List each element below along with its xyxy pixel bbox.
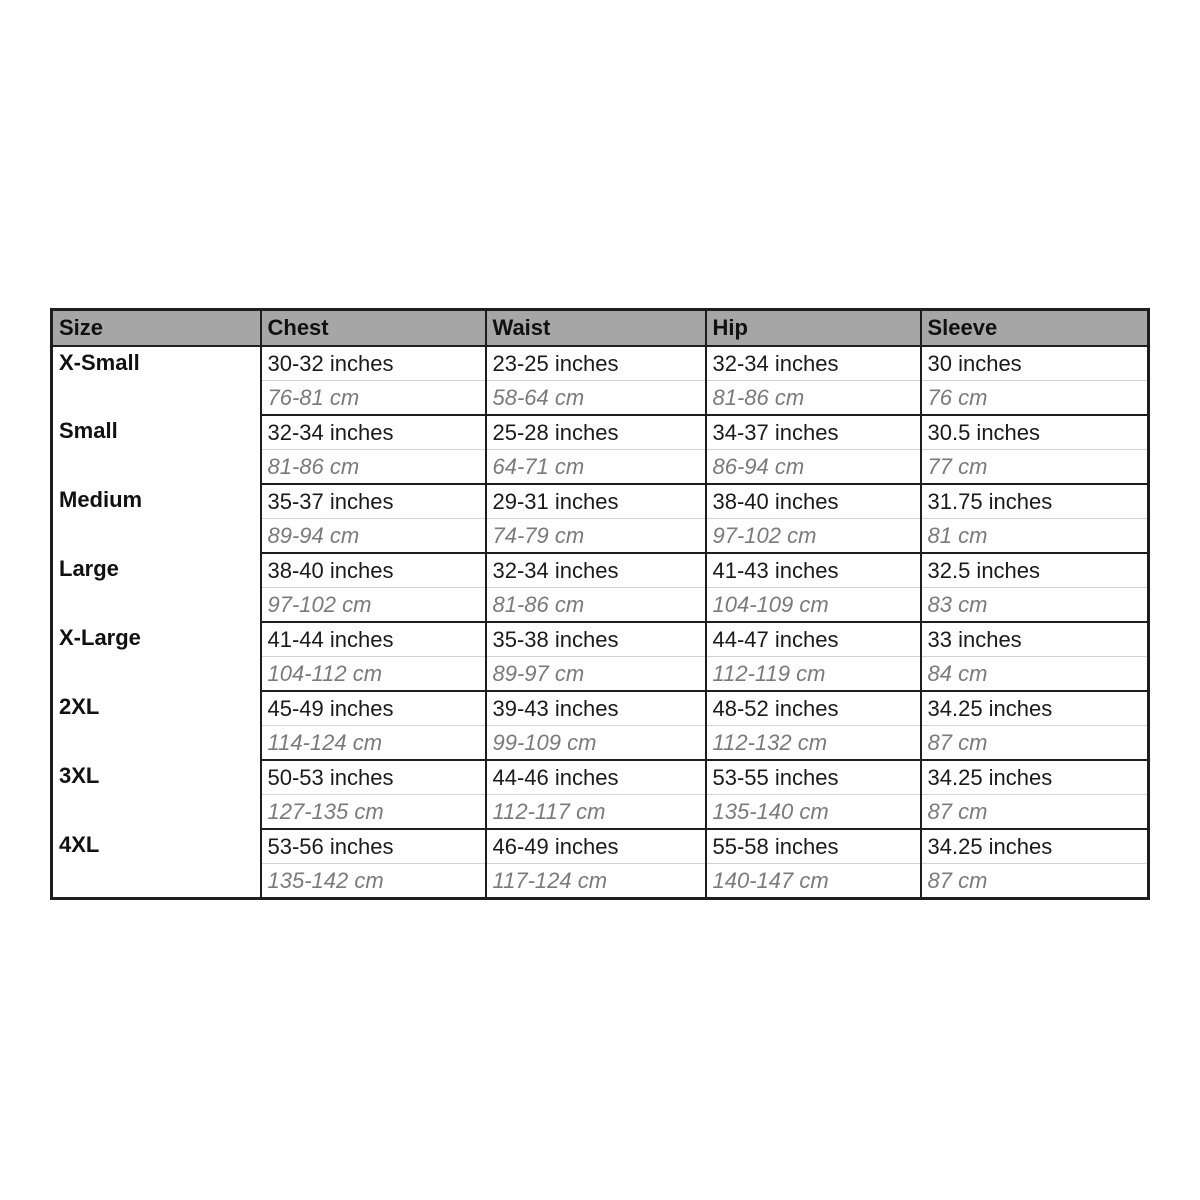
- hip-inches-cell: 44-47 inches: [706, 622, 921, 657]
- sleeve-inches-cell: 32.5 inches: [921, 553, 1149, 588]
- waist-cm-cell: 89-97 cm: [486, 657, 706, 692]
- sleeve-inches-cell: 34.25 inches: [921, 829, 1149, 864]
- hip-inches-cell: 48-52 inches: [706, 691, 921, 726]
- sleeve-inches-cell: 34.25 inches: [921, 760, 1149, 795]
- size-label: 4XL: [52, 829, 261, 899]
- header-sleeve: Sleeve: [921, 310, 1149, 347]
- size-label: X-Small: [52, 346, 261, 415]
- hip-inches-cell: 55-58 inches: [706, 829, 921, 864]
- table-row-inches: [52, 346, 1149, 381]
- sleeve-cm-cell: 81 cm: [921, 519, 1149, 554]
- table-row-inches: [52, 415, 1149, 450]
- size-label: 3XL: [52, 760, 261, 829]
- table-body: [52, 346, 1149, 899]
- size-label: 2XL: [52, 691, 261, 760]
- waist-cm-cell: 81-86 cm: [486, 588, 706, 623]
- waist-inches-cell: 39-43 inches: [486, 691, 706, 726]
- waist-inches-cell: 46-49 inches: [486, 829, 706, 864]
- table-row-inches: [52, 829, 1149, 864]
- table-row-inches: [52, 691, 1149, 726]
- sleeve-cm-cell: 87 cm: [921, 726, 1149, 761]
- waist-inches-cell: 23-25 inches: [486, 346, 706, 381]
- size-label: Large: [52, 553, 261, 622]
- hip-inches-cell: 34-37 inches: [706, 415, 921, 450]
- size-label: Small: [52, 415, 261, 484]
- chest-inches-cell: 30-32 inches: [261, 346, 486, 381]
- chest-cm-cell: 81-86 cm: [261, 450, 486, 485]
- size-chart-table: [50, 308, 1150, 900]
- table-row-inches: [52, 484, 1149, 519]
- waist-cm-cell: 112-117 cm: [486, 795, 706, 830]
- hip-cm-cell: 81-86 cm: [706, 381, 921, 416]
- sleeve-inches-cell: 30.5 inches: [921, 415, 1149, 450]
- chest-inches-cell: 38-40 inches: [261, 553, 486, 588]
- header-row: [52, 310, 1149, 347]
- table-row-inches: [52, 553, 1149, 588]
- waist-cm-cell: 117-124 cm: [486, 864, 706, 899]
- sleeve-cm-cell: 87 cm: [927, 867, 988, 893]
- chest-cm-cell: 114-124 cm: [261, 726, 486, 761]
- sleeve-cm-cell: 87 cm: [921, 795, 1149, 830]
- chest-inches-cell: 50-53 inches: [261, 760, 486, 795]
- sleeve-inches-cell: 34.25 inches: [921, 691, 1149, 726]
- hip-cm-cell: 112-132 cm: [706, 726, 921, 761]
- chest-cm-cell: 76-81 cm: [261, 381, 486, 416]
- waist-cm-cell: 99-109 cm: [486, 726, 706, 761]
- sleeve-inches-cell: 31.75 inches: [921, 484, 1149, 519]
- header-chest: Chest: [261, 310, 486, 347]
- waist-cm-cell: 64-71 cm: [486, 450, 706, 485]
- waist-inches-cell: 25-28 inches: [486, 415, 706, 450]
- table-row-inches: [52, 622, 1149, 657]
- sleeve-cm-cell: 83 cm: [921, 588, 1149, 623]
- waist-inches-cell: 29-31 inches: [486, 484, 706, 519]
- waist-inches-cell: 44-46 inches: [486, 760, 706, 795]
- hip-inches-cell: 53-55 inches: [706, 760, 921, 795]
- header-waist: Waist: [486, 310, 706, 347]
- header-hip: Hip: [706, 310, 921, 347]
- hip-inches-cell: 38-40 inches: [706, 484, 921, 519]
- chest-inches-cell: 53-56 inches: [261, 829, 486, 864]
- chest-inches-cell: 45-49 inches: [261, 691, 486, 726]
- chest-inches-cell: 41-44 inches: [261, 622, 486, 657]
- waist-inches-cell: 32-34 inches: [486, 553, 706, 588]
- waist-cm-cell: 74-79 cm: [486, 519, 706, 554]
- table-row-inches: [52, 760, 1149, 795]
- hip-inches-cell: 32-34 inches: [706, 346, 921, 381]
- hip-cm-cell: 97-102 cm: [706, 519, 921, 554]
- sleeve-cm-cell: 76 cm: [921, 381, 1149, 416]
- chest-cm-cell: 89-94 cm: [261, 519, 486, 554]
- chest-cm-cell: 127-135 cm: [261, 795, 486, 830]
- hip-cm-cell: 86-94 cm: [706, 450, 921, 485]
- waist-cm-cell: 58-64 cm: [486, 381, 706, 416]
- sleeve-inches-cell: 30 inches: [921, 346, 1149, 381]
- hip-inches-cell: 41-43 inches: [706, 553, 921, 588]
- hip-cm-cell: 104-109 cm: [706, 588, 921, 623]
- chest-cm-cell: 104-112 cm: [261, 657, 486, 692]
- chest-inches-cell: 35-37 inches: [261, 484, 486, 519]
- size-label: Medium: [52, 484, 261, 553]
- chest-cm-cell: 97-102 cm: [261, 588, 486, 623]
- hip-cm-cell: 112-119 cm: [706, 657, 921, 692]
- sleeve-inches-cell: 33 inches: [921, 622, 1149, 657]
- chest-cm-cell: 135-142 cm: [261, 864, 486, 899]
- hip-cm-cell: 135-140 cm: [706, 795, 921, 830]
- sleeve-cm-cell: 84 cm: [921, 657, 1149, 692]
- chest-inches-cell: 32-34 inches: [261, 415, 486, 450]
- sleeve-cm-cell: 77 cm: [921, 450, 1149, 485]
- waist-inches-cell: 35-38 inches: [486, 622, 706, 657]
- size-label: X-Large: [52, 622, 261, 691]
- hip-cm-cell: 140-147 cm: [706, 864, 921, 899]
- header-size: Size: [52, 310, 261, 347]
